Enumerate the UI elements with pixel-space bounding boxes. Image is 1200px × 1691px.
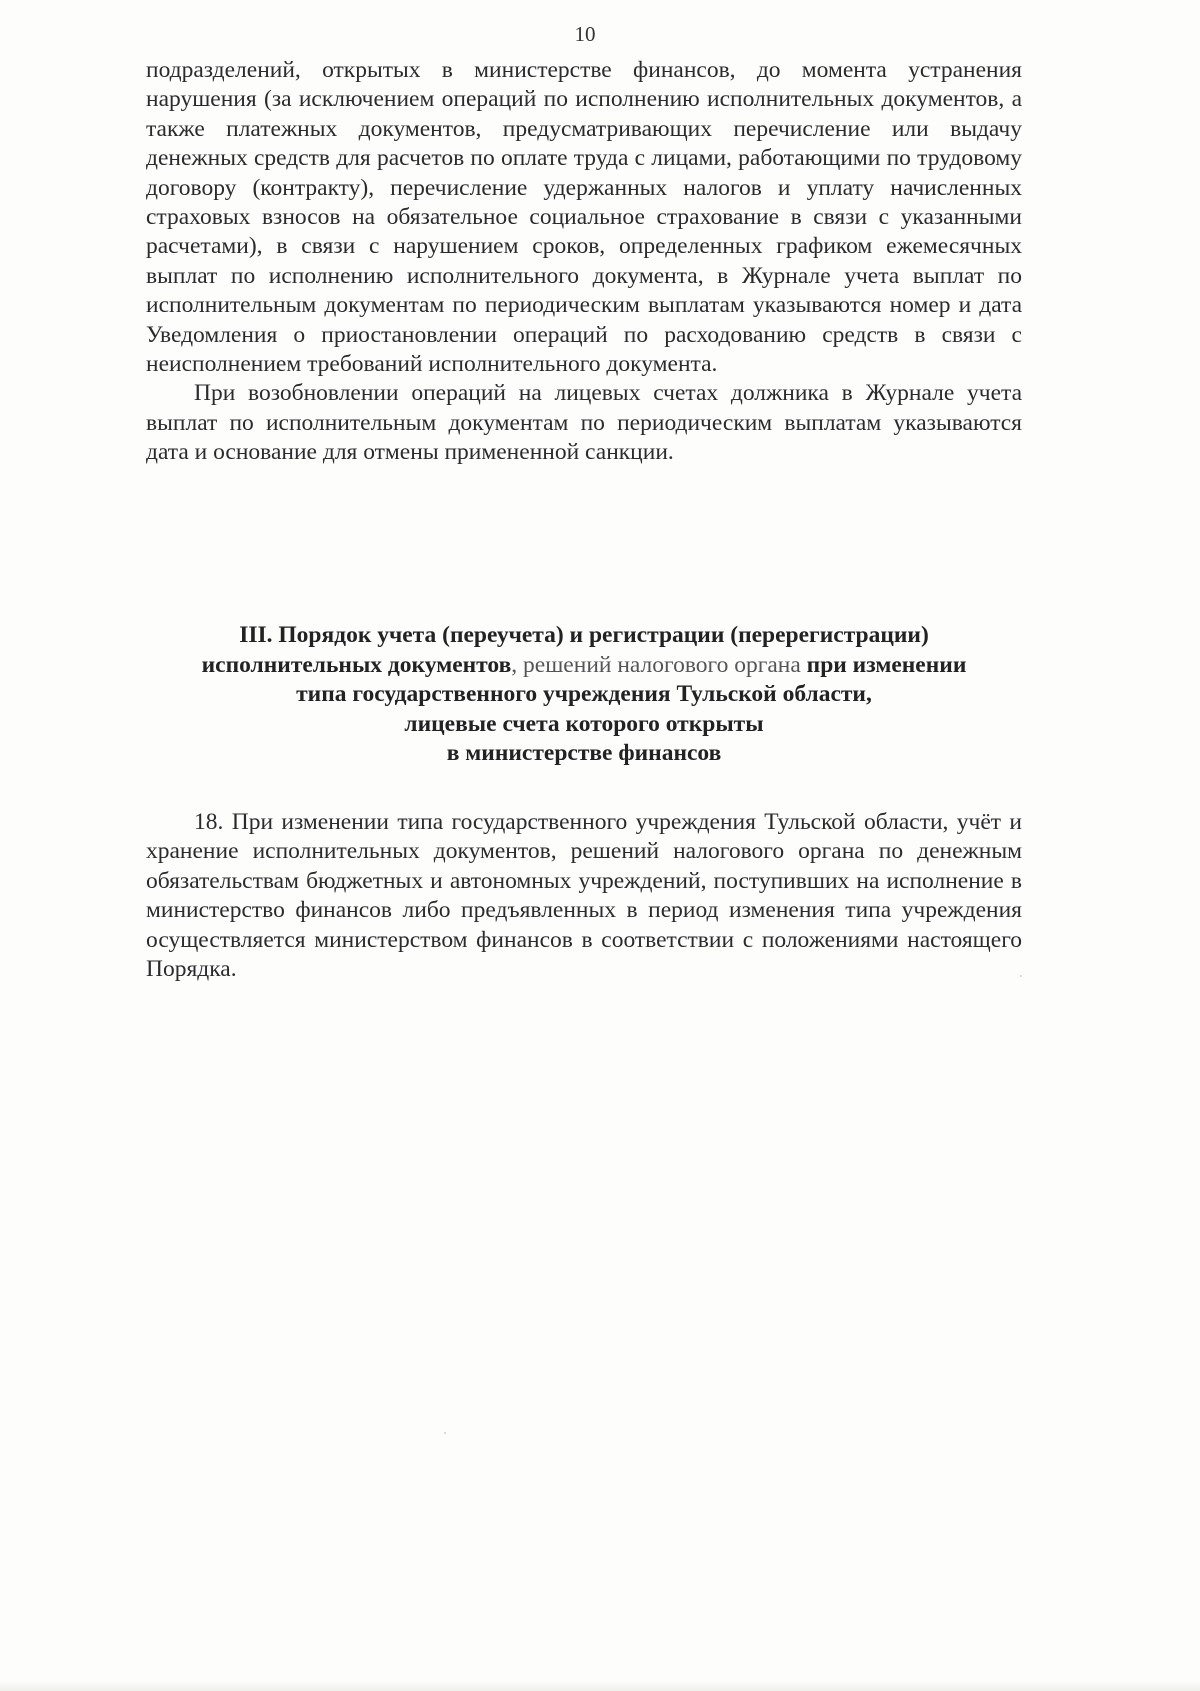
continued-text-block (146, 56, 1022, 468)
paragraph-18: 18. При изменении типа государственного учреждения Тульской области, учёт и хранение исполнительных документов, решений налогового органа по денежным обязательствам бюджетных и автономных учреждений, поступивших на исполнение в министерство финансов либо предъявленных в период изменения типа учреждения осуществляется министерством финансов в соответствии с положениями настоящего Порядка. (146, 809, 1022, 983)
section-body (146, 808, 1022, 984)
scan-speck (1020, 975, 1022, 977)
section-heading-line-4: лицевые счета которого открыты (404, 710, 764, 737)
scan-bottom-edge (0, 1681, 1200, 1691)
page-number: 10 (574, 22, 596, 46)
section-heading-line-3: типа государственного учреждения Тульской области, (296, 681, 872, 707)
paragraph-continued: подразделений, открытых в министерстве финансов, до момента устранения нарушения (за исключением операций по исполнению исполнительных документов, а также платежных документов, предусматривающих перечисление или выдачу денежных средств для расчетов по оплате труда с лицами, работающими по трудовому договору (контракту), перечисление удержанных налогов и уплату начисленных страховых взносов на обязательное социальное страхование в связи с указанными расчетами), в связи с нарушением сроков, определенных графиком ежемесячных выплат по исполнению исполнительного документа, в Журнале учета выплат по исполнительным документам по периодическим выплатам указываются номер и дата Уведомления о приостановлении операций по расходованию средств в связи с неисполнением требований исполнительного документа. (146, 57, 1022, 378)
section-heading-line-2 (136, 651, 1032, 681)
section-heading-line-2-bold-start: исполнительных документов (201, 651, 512, 678)
scan-speck (444, 1432, 446, 1434)
section-heading-line-1: III. Порядок учета (переучета) и регистрации (перерегистрации) (239, 622, 929, 648)
section-heading-line-2-bold-end: при изменении (806, 651, 967, 678)
paragraph-resumption: При возобновлении операций на лицевых счетах должника в Журнале учета выплат по исполнительным документам по периодическим выплатам указываются дата и основание для отмены примененной санкции. (146, 380, 1022, 466)
section-heading-line-2-regular: , решений налогового органа (511, 651, 807, 678)
section-heading (136, 621, 1032, 769)
section-heading-line-5: в министерстве финансов (446, 740, 722, 766)
